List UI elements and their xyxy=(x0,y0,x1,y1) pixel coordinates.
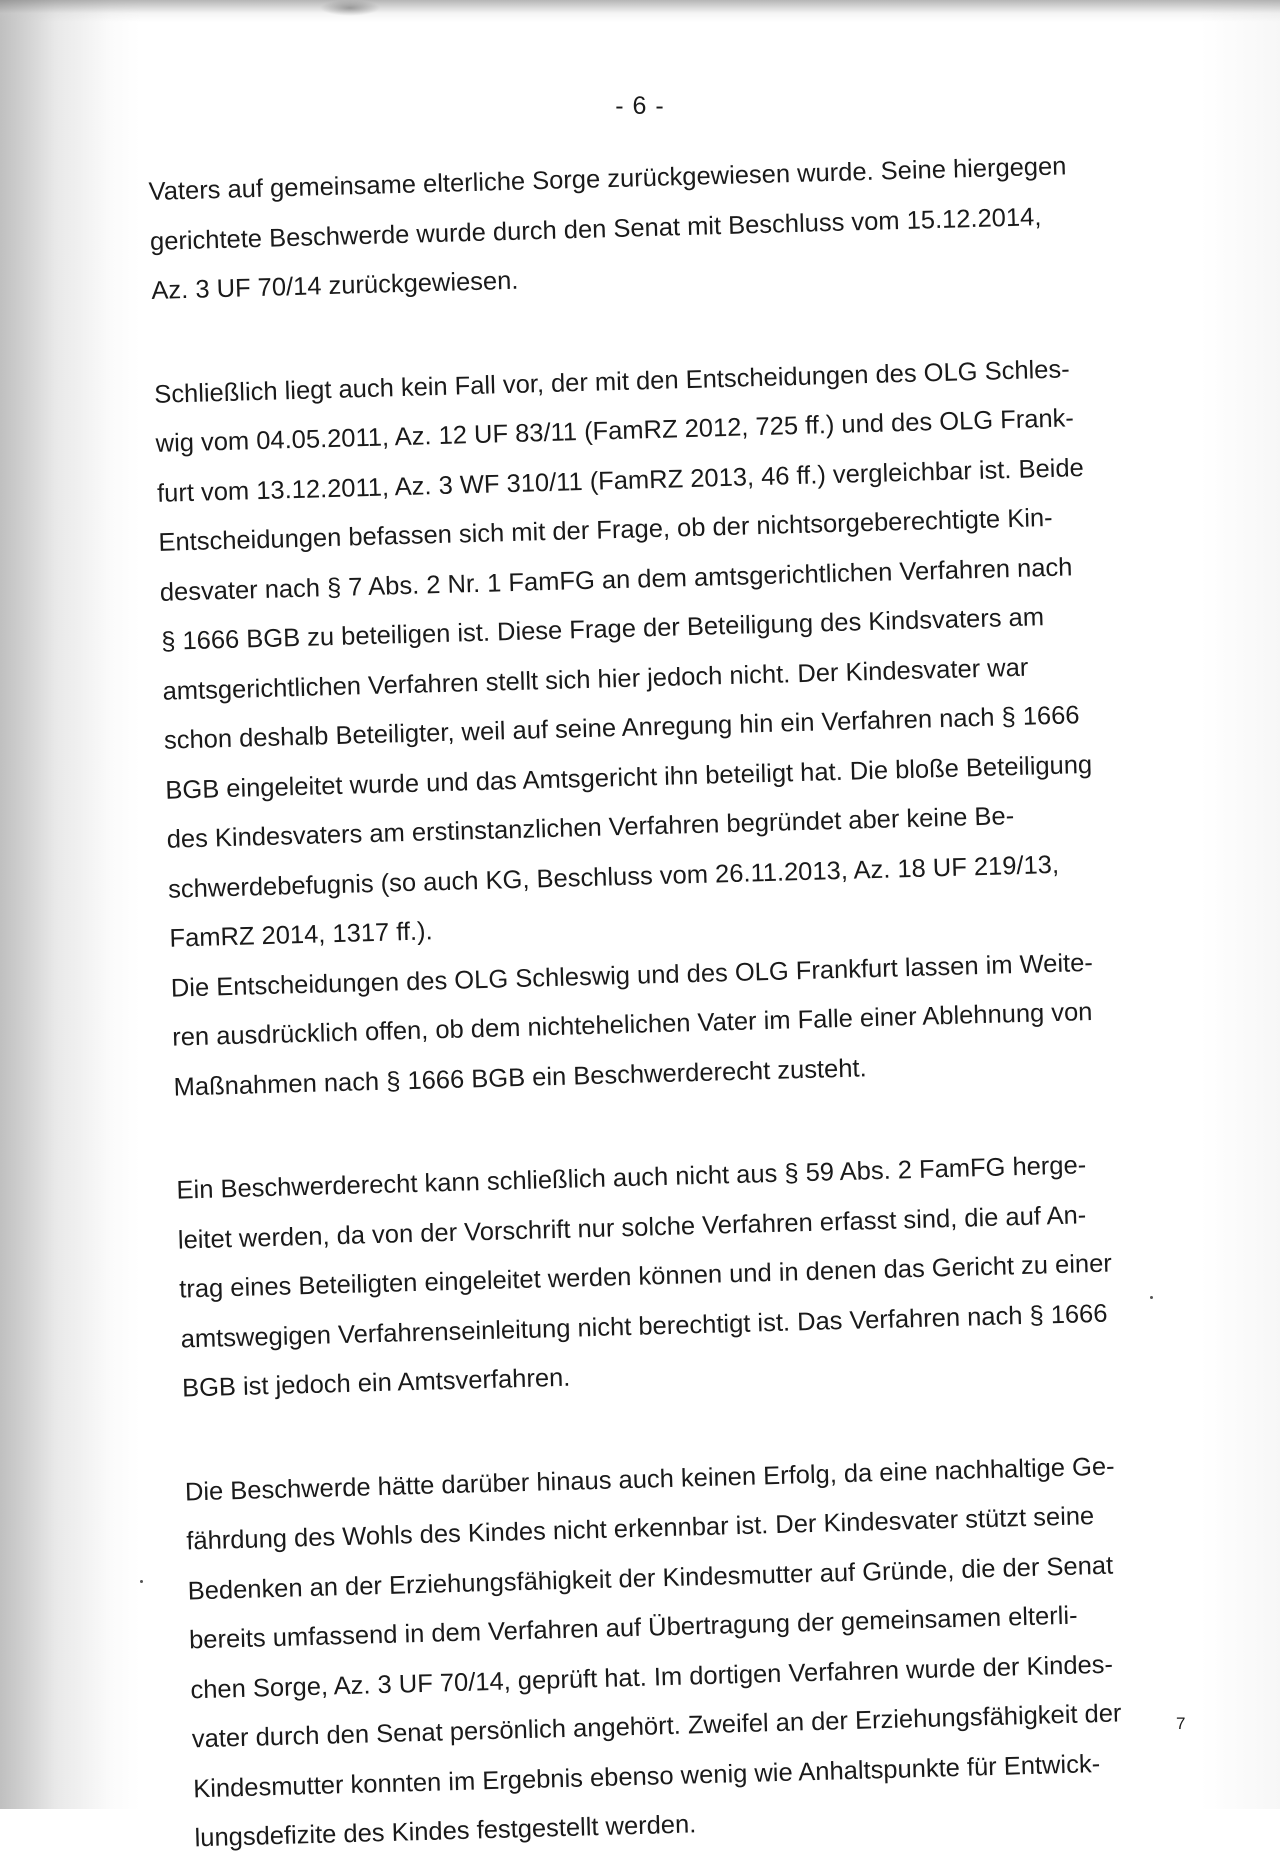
text-line: amtsgerichtlichen Verfahren stellt sich hier jedoch nicht. Der Kindesvater war xyxy=(162,653,1029,706)
text-line: leitet werden, da von der Vorschrift nur solche Verfahren erfasst sind, die auf An- xyxy=(177,1200,1087,1255)
text-line: des Kindesvaters am erstinstanzlichen Verfahren begründet aber keine Be- xyxy=(166,802,1015,854)
text-line: fährdung des Wohls des Kindes nicht erkennbar ist. Der Kindesvater stützt seine xyxy=(185,1502,1095,1556)
text-line: furt vom 13.12.2011, Az. 3 WF 310/11 (FamRZ 2013, 46 ff.) vergleichbar ist. Beide xyxy=(156,453,1085,508)
text-line: trag eines Beteiligten eingeleitet werden können und in denen das Gericht zu einer xyxy=(178,1249,1113,1304)
text-line: chen Sorge, Az. 3 UF 70/14, geprüft hat. Im dortigen Verfahren wurde der Kindes- xyxy=(190,1650,1114,1704)
text-line: bereits umfassend in dem Verfahren auf Übertragung der gemeinsamen elterli- xyxy=(188,1601,1078,1655)
document-body xyxy=(148,140,1195,1864)
text-line: Maßnahmen nach § 1666 BGB ein Beschwerderecht zusteht. xyxy=(173,1053,867,1102)
text-line: gerichtete Beschwerde wurde durch den Senat mit Beschluss vom 15.12.2014, xyxy=(149,202,1042,256)
text-line: Entscheidungen befassen sich mit der Frage, ob der nichtsorgeberechtigte Kin- xyxy=(158,503,1053,557)
scan-speck xyxy=(1150,1296,1153,1299)
text-line: schon deshalb Beteiligter, weil auf seine Anregung hin ein Verfahren nach § 1666 xyxy=(163,701,1080,755)
paragraph-3 xyxy=(176,1139,1183,1414)
scan-shadow-top xyxy=(0,0,1280,22)
text-line: Az. 3 UF 70/14 zurückgewiesen. xyxy=(151,266,519,305)
text-line: schwerdebefugnis (so auch KG, Beschluss vom 26.11.2013, Az. 18 UF 219/13, xyxy=(167,850,1060,904)
text-line: FamRZ 2014, 1317 ff.). xyxy=(169,917,433,953)
text-line: BGB eingeleitet wurde und das Amtsgericht ihn beteiligt hat. Die bloße Beteiligung xyxy=(164,750,1093,805)
text-line: § 1666 BGB zu beteiligen ist. Diese Frage der Beteiligung des Kindsvaters am xyxy=(160,603,1045,656)
paragraph-2 xyxy=(154,342,1174,1112)
text-line: vater durch den Senat persönlich angehört. Zweifel an der Erziehungsfähigkeit der xyxy=(191,1699,1122,1754)
text-line: Die Entscheidungen des OLG Schleswig und des OLG Frankfurt lassen im Weite- xyxy=(170,948,1094,1003)
corner-page-count: 7 xyxy=(1176,1714,1186,1733)
text-line: wig vom 04.05.2011, Az. 12 UF 83/11 (FamRZ 2012, 725 ff.) und des OLG Frank- xyxy=(155,404,1075,458)
scan-smudge xyxy=(320,0,380,16)
text-line: Vaters auf gemeinsame elterliche Sorge zurückgewiesen wurde. Seine hiergegen xyxy=(148,152,1067,206)
text-line: lungsdefizite des Kindes festgestellt werden. xyxy=(194,1810,697,1853)
text-line: Bedenken an der Erziehungsfähigkeit der Kindesmutter auf Gründe, die der Senat xyxy=(187,1551,1114,1605)
paragraph-4 xyxy=(184,1440,1195,1864)
paragraph-1 xyxy=(148,140,1152,316)
page-number: - 6 - xyxy=(615,92,665,120)
scan-speck xyxy=(140,1580,143,1583)
scan-shadow-left xyxy=(0,0,110,1809)
text-line: desvater nach § 7 Abs. 2 Nr. 1 FamFG an dem amtsgerichtlichen Verfahren nach xyxy=(159,552,1073,607)
text-line: Schließlich liegt auch kein Fall vor, der mit den Entscheidungen des OLG Schles- xyxy=(153,354,1070,409)
text-line: Die Beschwerde hätte darüber hinaus auch keinen Erfolg, da eine nachhaltige Ge- xyxy=(184,1452,1115,1506)
text-line: Kindesmutter konnten im Ergebnis ebenso wenig wie Anhaltspunkte für Entwick- xyxy=(192,1749,1101,1803)
text-line: BGB ist jedoch ein Amtsverfahren. xyxy=(181,1363,571,1403)
text-line: Ein Beschwerderecht kann schließlich auch nicht aus § 59 Abs. 2 FamFG herge- xyxy=(176,1151,1087,1205)
text-line: ren ausdrücklich offen, ob dem nichtehelichen Vater im Falle einer Ablehnung von xyxy=(171,997,1093,1052)
text-line: amtswegigen Verfahrenseinleitung nicht berechtigt ist. Das Verfahren nach § 1666 xyxy=(180,1299,1108,1354)
